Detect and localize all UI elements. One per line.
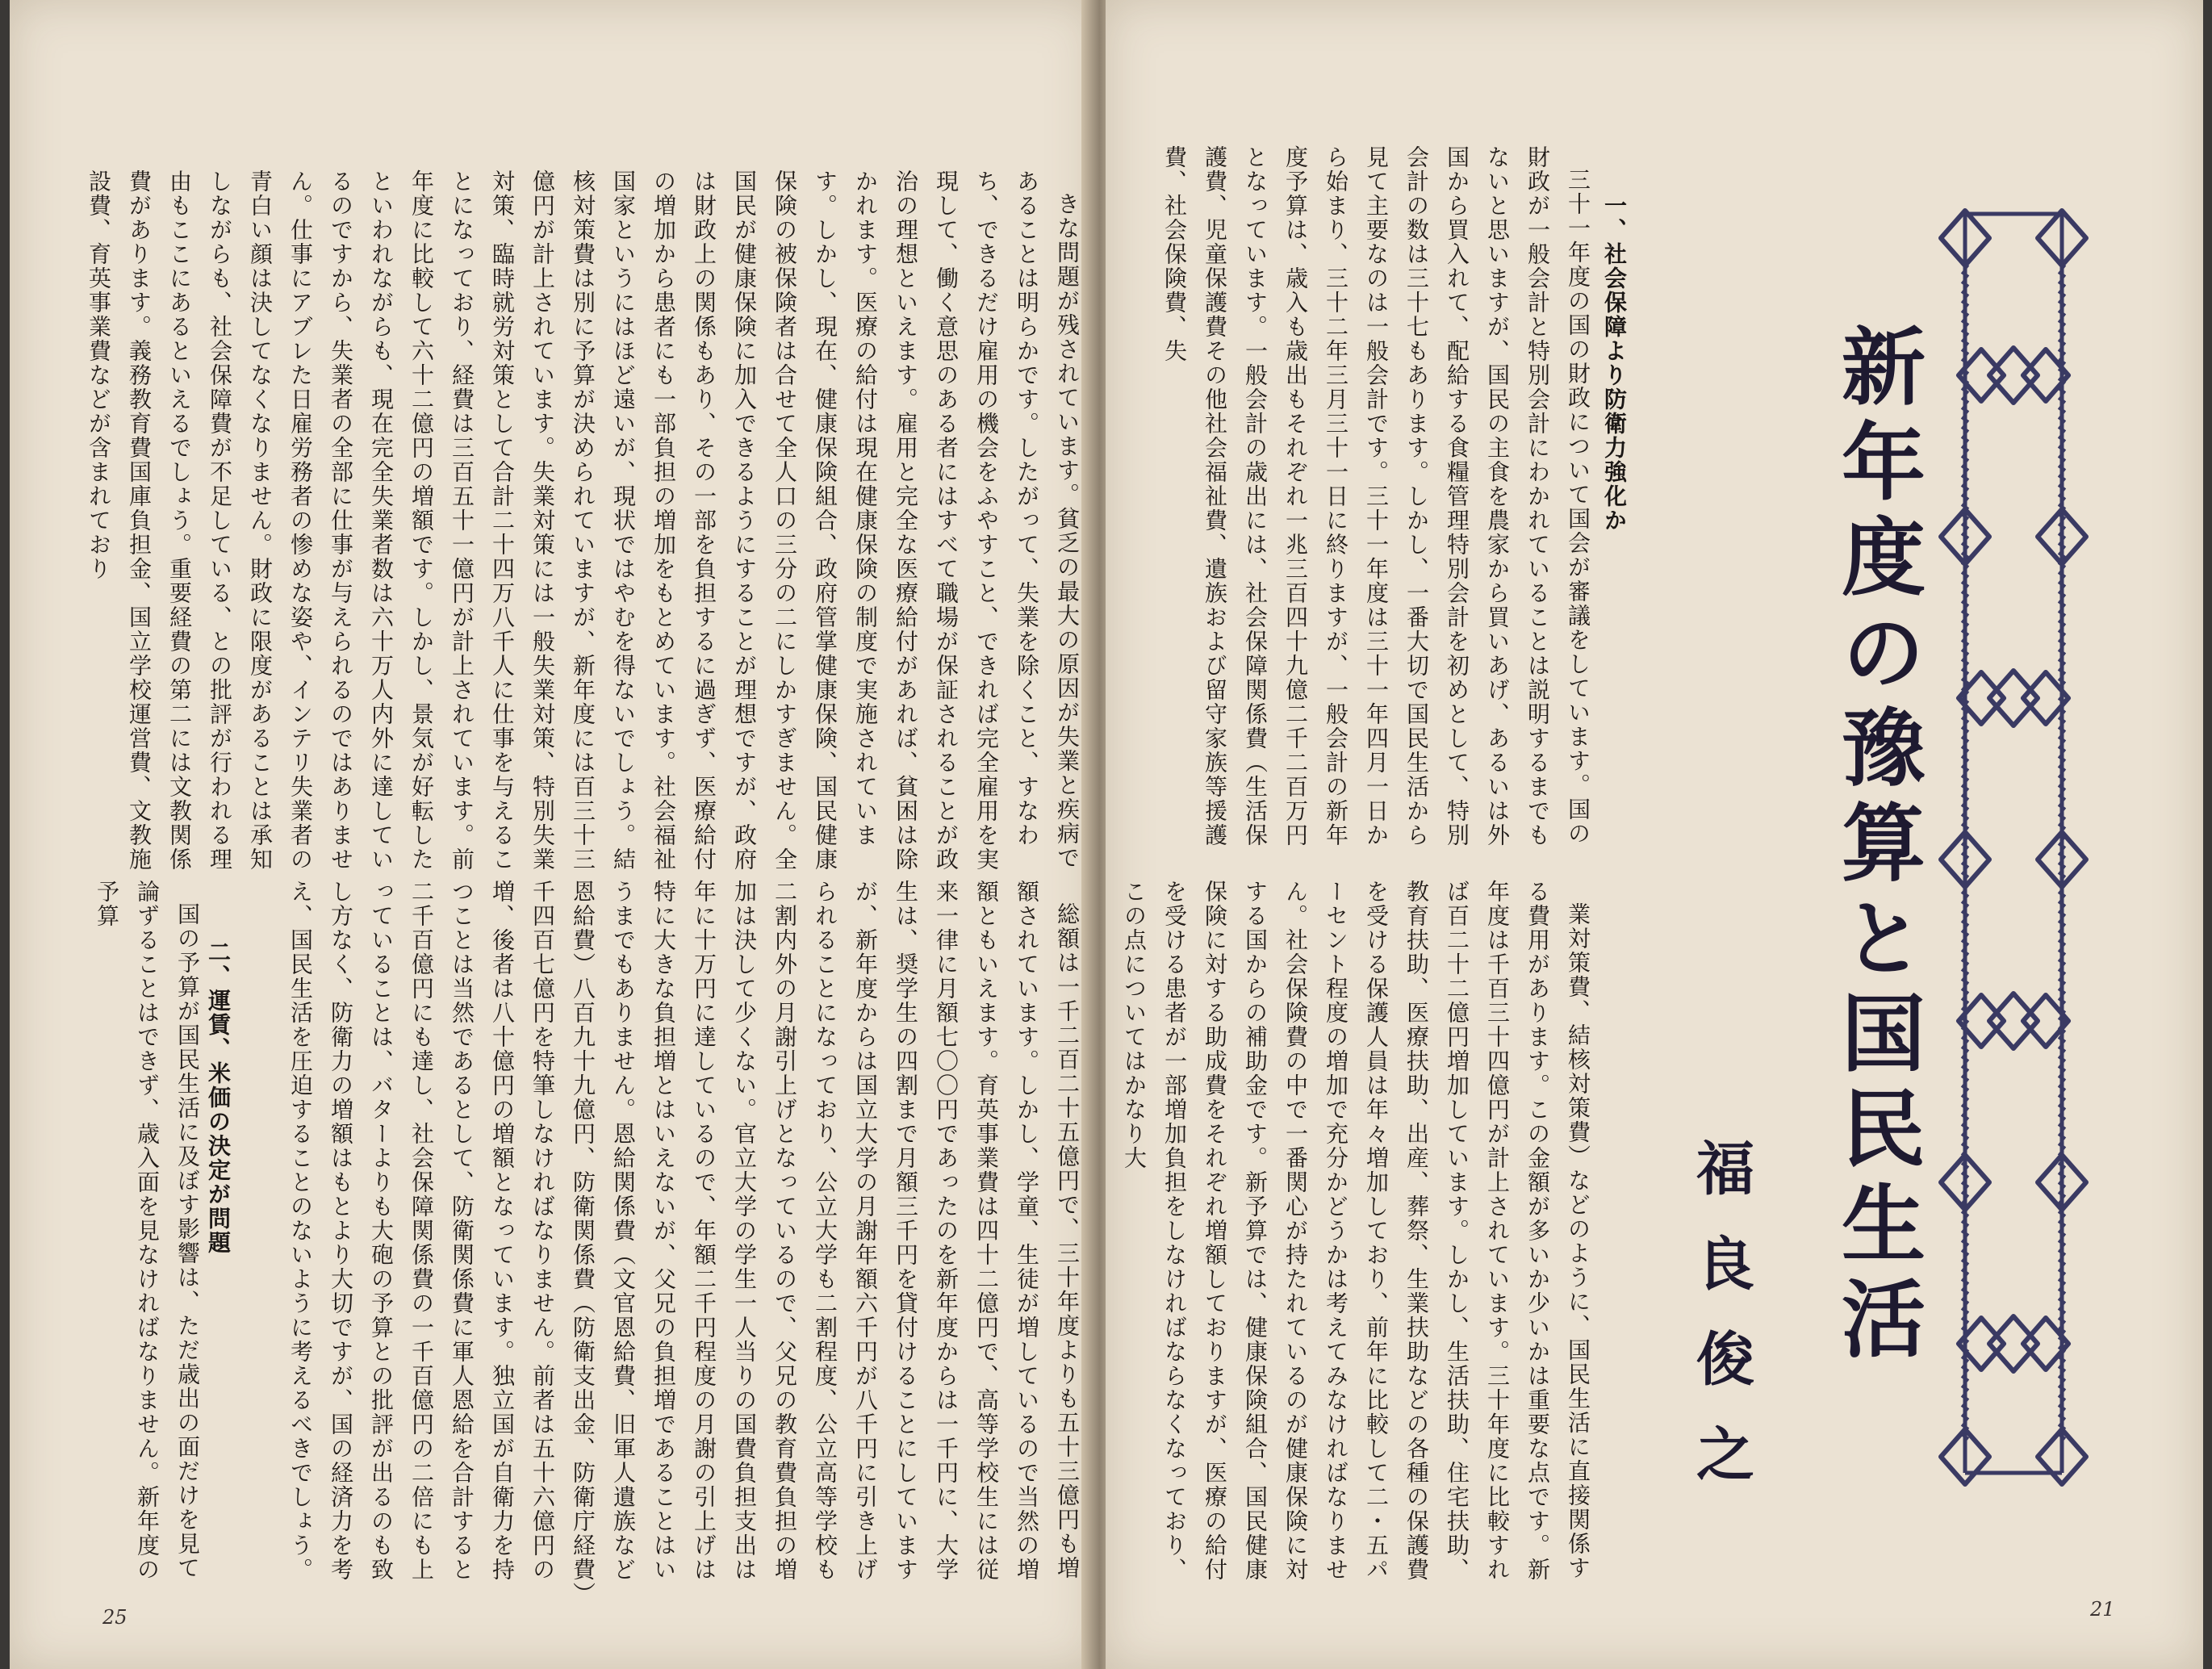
ornament-stroke bbox=[1962, 940, 1968, 945]
ornament-stroke bbox=[2059, 1124, 2065, 1129]
ornament-stroke bbox=[2059, 863, 2065, 868]
ornament-stroke bbox=[1962, 1066, 1968, 1071]
ornament-stroke bbox=[1962, 892, 1968, 897]
ornament-stroke bbox=[1962, 1211, 1968, 1216]
ornament-stroke bbox=[1962, 349, 1968, 354]
ornament-diamond bbox=[1989, 348, 2038, 403]
ornament-stroke bbox=[2059, 1240, 2065, 1245]
ornament-stroke bbox=[2059, 1260, 2065, 1265]
ornament-stroke bbox=[2059, 1231, 2065, 1236]
ornament-stroke bbox=[1962, 727, 1968, 732]
left-upper-text-column bbox=[86, 169, 1087, 872]
ornament-stroke bbox=[2059, 543, 2065, 548]
ornament-stroke bbox=[2059, 524, 2065, 529]
ornament-stroke bbox=[1962, 814, 1968, 819]
ornament-stroke bbox=[2059, 805, 2065, 809]
ornament-stroke bbox=[1962, 669, 1968, 674]
ornament-stroke bbox=[1962, 533, 1968, 538]
right-page-number: 21 bbox=[2090, 1598, 2115, 1621]
ornament-stroke bbox=[1962, 659, 1968, 664]
ornament-stroke bbox=[2059, 311, 2065, 316]
ornament-stroke bbox=[2059, 969, 2065, 974]
ornament-stroke bbox=[2059, 688, 2065, 693]
ornament-stroke bbox=[1962, 737, 1968, 742]
ornament-stroke bbox=[2059, 466, 2065, 471]
ornament-stroke bbox=[1962, 1405, 1968, 1410]
ornament-stroke bbox=[1962, 272, 1968, 277]
ornament-stroke bbox=[1962, 466, 1968, 471]
left-upper-paragraph: きな問題が残されています。貧乏の最大の原因が失業と疾病であることは明らかです。したがって、失業を除くこと、すなわち、できるだけ雇用の機会をふやすこと、できれば完全雇用を実現して、働く意思のある者にはすべて職場が保証されることが政治の理想といえます。雇用と完全な医療給付があれば、貧困は除かれます。医療の給付は現在健康保険の制度で実施されています。しかし、現在、健康保険組合、政府管掌健康保険、国民健康保険の被保険者は合せて全人口の三分の二にしかすぎません。全国民が健康保険に加入できるようにすることが理想ですが、政府は財政上の関係もあり、その一部を負担するに過ぎず、医療給付の増加から患者にも一部負担の増加をもとめています。社会福祉国家というにはほど遠いが、現状ではやむを得ないでしょう。結核対策費は別に予算が決められていますが、新年度には百三十三億円が計上されています。失業対策には一般失業対策、特別失業対策、臨時就労対策として合計二十四万八千人に仕事を与えることになっており、経費は三百五十一億円が計上されています。前年度に比較して六十二億円の増額です。しかし、景気が好転したといわれながらも、現在完全失業者数は六十万人内外に達しているのですから、失業者の全部に仕事が与えられるのではありません。仕事にアブレた日雇労務者の惨めな姿や、インテリ失業者の青白い顔は決してなくなりません。財政に限度があることは承知しながらも、社会保障費が不足している、との批評が行われる理由もここにあるといえるでしょう。重要経費の第二には文教関係費があります。義務教育費国庫負担金、国立学校運営費、文教施設費、育英事業費などが含まれており bbox=[86, 169, 1081, 872]
ornament-stroke bbox=[2059, 1211, 2065, 1216]
ornament-stroke bbox=[1962, 359, 1968, 364]
ornament-stroke bbox=[1962, 766, 1968, 771]
ornament-stroke bbox=[2059, 901, 2065, 906]
ornament-stroke bbox=[1962, 417, 1968, 422]
ornament-stroke bbox=[2059, 824, 2065, 829]
ornament-stroke bbox=[1962, 1415, 1968, 1420]
right-lower-text-column bbox=[1121, 880, 1598, 1598]
ornament-stroke bbox=[1962, 398, 1968, 403]
ornament-stroke bbox=[2059, 1182, 2065, 1187]
ornament-stroke bbox=[2059, 1076, 2065, 1081]
ornament-stroke bbox=[1962, 1163, 1968, 1168]
ornament-stroke bbox=[2059, 669, 2065, 674]
ornament-stroke bbox=[2059, 853, 2065, 858]
section1-heading: 一、社会保障より防衛力強化か bbox=[1601, 194, 1628, 533]
ornament-stroke bbox=[1962, 1115, 1968, 1119]
ornament-stroke bbox=[1962, 989, 1968, 993]
ornament-diamond bbox=[1989, 671, 2038, 726]
right-lower-paragraph: 業対策費、結核対策費）などのように、国民生活に直接関係する費用があります。この金額が多いか少いかは重要な点です。新年度は千百三十四億円が計上されています。三十年度に比較すれば百二十二億円増加しています。しかし、生活扶助、住宅扶助、教育扶助、医療扶助、出産、葬祭、生業扶助などの各種の保護費を受ける保護人員は年々増加しており、前年に比較して二・五パーセント程度の増加で充分かどうかは考えてみなければなりません。社会保険費の中で一番関心が持たれているのが健康保険に対する国からの補助金です。新予算では、健康保険組合、国民健康保険に対する助成費をそれぞれ増額しておりますが、医療の給付を受ける患者が一部増加負担をしなければならなくなっており、この点についてはかなり大 bbox=[1121, 880, 1591, 1582]
ornament-diamond bbox=[1989, 993, 2038, 1048]
ornament-stroke bbox=[2059, 349, 2065, 354]
ornament-stroke bbox=[2059, 301, 2065, 306]
ornament-stroke bbox=[2059, 989, 2065, 993]
ornament-stroke bbox=[2059, 1221, 2065, 1226]
ornament-stroke bbox=[2059, 747, 2065, 751]
ornament-stroke bbox=[1962, 931, 1968, 935]
ornament-stroke bbox=[2059, 1066, 2065, 1071]
ornament-stroke bbox=[1962, 1260, 1968, 1265]
ornament-stroke bbox=[2059, 1085, 2065, 1090]
ornament-stroke bbox=[2059, 291, 2065, 296]
ornament-stroke bbox=[2059, 388, 2065, 393]
ornament-stroke bbox=[2059, 1163, 2065, 1168]
ornament-stroke bbox=[2059, 1366, 2065, 1371]
ornament-stroke bbox=[1962, 805, 1968, 809]
ornament-stroke bbox=[1962, 1076, 1968, 1081]
decorative-border-ornament bbox=[1941, 198, 2086, 1489]
ornament-stroke bbox=[2059, 1299, 2065, 1303]
ornament-stroke bbox=[1962, 572, 1968, 577]
ornament-stroke bbox=[2059, 1192, 2065, 1197]
ornament-stroke bbox=[2059, 1289, 2065, 1294]
ornament-stroke bbox=[2059, 475, 2065, 480]
ornament-stroke bbox=[2059, 1056, 2065, 1061]
ornament-stroke bbox=[1962, 553, 1968, 558]
ornament-stroke bbox=[1962, 301, 1968, 306]
ornament-stroke bbox=[2059, 766, 2065, 771]
ornament-stroke bbox=[2059, 1318, 2065, 1323]
ornament-stroke bbox=[2059, 1405, 2065, 1410]
ornament-stroke bbox=[2059, 1376, 2065, 1381]
ornament-stroke bbox=[1962, 1231, 1968, 1236]
ornament-stroke bbox=[2059, 611, 2065, 616]
ornament-stroke bbox=[1962, 1250, 1968, 1255]
ornament-stroke bbox=[2059, 1095, 2065, 1100]
ornament-stroke bbox=[1962, 408, 1968, 412]
ornament-stroke bbox=[2059, 446, 2065, 451]
ornament-stroke bbox=[2059, 737, 2065, 742]
ornament-stroke bbox=[1962, 776, 1968, 780]
ornament-stroke bbox=[1962, 853, 1968, 858]
ornament-stroke bbox=[2059, 785, 2065, 790]
ornament-stroke bbox=[1962, 640, 1968, 645]
ornament-stroke bbox=[1962, 1289, 1968, 1294]
section2-heading: 二、運賃、米価の決定が問題 bbox=[205, 940, 232, 1255]
ornament-stroke bbox=[2059, 1250, 2065, 1255]
ornament-stroke bbox=[1962, 1037, 1968, 1042]
ornament-stroke bbox=[1962, 843, 1968, 848]
ornament-stroke bbox=[1962, 824, 1968, 829]
ornament-stroke bbox=[2059, 795, 2065, 800]
ornament-stroke bbox=[1962, 979, 1968, 984]
ornament-stroke bbox=[1962, 630, 1968, 635]
ornament-stroke bbox=[1962, 291, 1968, 296]
ornament-stroke bbox=[1962, 1182, 1968, 1187]
ornament-stroke bbox=[2059, 1357, 2065, 1362]
ornament-stroke bbox=[2059, 1415, 2065, 1420]
ornament-stroke bbox=[1962, 756, 1968, 761]
right-upper-paragraph: 三十一年度の国の財政について国会が審議をしています。国の財政が一般会計と特別会計にわかれていることは説明するまでもないと思いますが、国民の主食を農家から買いあげ、あるいは外国から買入れて、配給する食糧管理特別会計を初めとして、特別会計の数は三十七もあります。しかし、一番大切で国民生活から見て主要なのは一般会計です。三十一年度は三十一年四月一日から始まり、三十二年三月三十一日に終りますが、一般会計の新年度予算は、歳入も歳出もそれぞれ一兆三百四十九億二千二百万円となっています。一般会計の歳出には、社会保障関係費（生活保護費、児童保護費その他社会福祉費、遺族および留守家族等援護費、社会保険費、失 bbox=[1161, 145, 1591, 847]
ornament-stroke bbox=[2059, 814, 2065, 819]
ornament-stroke bbox=[2059, 756, 2065, 761]
ornament-stroke bbox=[1962, 1085, 1968, 1090]
ornament-stroke bbox=[1962, 330, 1968, 335]
ornament-stroke bbox=[2059, 1386, 2065, 1391]
ornament-stroke bbox=[2059, 408, 2065, 412]
ornament-stroke bbox=[1962, 282, 1968, 287]
ornament-stroke bbox=[1962, 1105, 1968, 1110]
ornament-stroke bbox=[1962, 475, 1968, 480]
ornament-stroke bbox=[1962, 1144, 1968, 1148]
ornament-stroke bbox=[1962, 795, 1968, 800]
ornament-stroke bbox=[2059, 872, 2065, 877]
ornament-stroke bbox=[1962, 1240, 1968, 1245]
ornament-stroke bbox=[1962, 1221, 1968, 1226]
ornament-stroke bbox=[1962, 592, 1968, 596]
ornament-stroke bbox=[2059, 1279, 2065, 1284]
ornament-stroke bbox=[2059, 630, 2065, 635]
ornament-stroke bbox=[1962, 1124, 1968, 1129]
ornament-stroke bbox=[2059, 437, 2065, 441]
ornament-stroke bbox=[1962, 320, 1968, 325]
ornament-stroke bbox=[1962, 921, 1968, 926]
ornament-stroke bbox=[2059, 1037, 2065, 1042]
ornament-stroke bbox=[1962, 1328, 1968, 1332]
ornament-stroke bbox=[1962, 446, 1968, 451]
ornament-stroke bbox=[2059, 717, 2065, 722]
ornament-stroke bbox=[2059, 776, 2065, 780]
ornament-stroke bbox=[2059, 1144, 2065, 1148]
ornament-stroke bbox=[1962, 543, 1968, 548]
ornament-stroke bbox=[2059, 960, 2065, 964]
ornament-stroke bbox=[2059, 601, 2065, 606]
ornament-stroke bbox=[1962, 1192, 1968, 1197]
ornament-stroke bbox=[2059, 272, 2065, 277]
ornament-stroke bbox=[2059, 1115, 2065, 1119]
ornament-stroke bbox=[2059, 892, 2065, 897]
ornament-stroke bbox=[1962, 456, 1968, 461]
ornament-stroke bbox=[2059, 456, 2065, 461]
ornament-stroke bbox=[1962, 1366, 1968, 1371]
ornament-stroke bbox=[2059, 398, 2065, 403]
left-lower-paragraph-a: 総額は一千二百二十五億円で、三十年度よりも五十三億円も増額されています。しかし、学童、生徒が増しているので当然の増額ともいえます。育英事業費は四十二億円で、高等学校生には従来一律に月額七〇〇円であったのを新年度からは一千円に、大学生は、奨学生の四割まで月額三千円を貸付けることにしていますが、新年度からは国立大学の月謝年額六千円が八千円に引き上げられることになっており、公立大学も二割程度、公立高等学校も二割内外の月謝引上げとなっているので、父兄の教育費負担の増加は決して少くない。官立大学の学生一人当りの国費負担支出は年に十万円に達しているので、年額二千円程度の月謝の引上げは特に大きな負担増とはいえないが、父兄の負担増であることはいうまでもありません。恩給関係費（文官恩給費、旧軍人遺族など恩給費）八百九十九億円、防衛関係費（防衛支出金、防衛庁経費）千四百七億円を特筆しなければなりません。前者は五十六億円の増、後者は八十億円の増額となっています。独立国が自衛力を持つことは当然であるとして、防衛関係費に軍人恩給を合計すると二千百億円にも達し、社会保障関係費の一千百億円の二倍にも上っていることは、バターよりも大砲の予算との批評が出るのも致し方なく、防衛力の増額はもとより大切ですが、国の経済力を考え、国民生活を圧迫することのないように考えるべきでしょう。 bbox=[287, 880, 1081, 1595]
ornament-stroke bbox=[1962, 495, 1968, 500]
ornament-stroke bbox=[1962, 863, 1968, 868]
ornament-stroke bbox=[2059, 1105, 2065, 1110]
ornament-stroke bbox=[2059, 940, 2065, 945]
ornament-stroke bbox=[1962, 621, 1968, 625]
ornament-stroke bbox=[2059, 340, 2065, 345]
ornament-stroke bbox=[1962, 679, 1968, 684]
ornament-stroke bbox=[2059, 1395, 2065, 1400]
ornament-stroke bbox=[1962, 311, 1968, 316]
right-upper-text-column bbox=[1161, 145, 1598, 847]
ornament-stroke bbox=[1962, 1357, 1968, 1362]
ornament-stroke bbox=[2059, 911, 2065, 916]
ornament-stroke bbox=[1962, 485, 1968, 490]
ornament-stroke bbox=[1962, 427, 1968, 432]
ornament-stroke bbox=[1962, 1376, 1968, 1381]
ornament-stroke bbox=[1962, 1308, 1968, 1313]
ornament-stroke bbox=[2059, 708, 2065, 713]
ornament-stroke bbox=[1962, 1386, 1968, 1391]
ornament-stroke bbox=[2059, 1308, 2065, 1313]
ornament-stroke bbox=[1962, 1134, 1968, 1139]
ornament-stroke bbox=[1962, 911, 1968, 916]
ornament-stroke bbox=[2059, 843, 2065, 848]
ornament-stroke bbox=[2059, 727, 2065, 732]
ornament-stroke bbox=[2059, 553, 2065, 558]
left-lower-text-column-b bbox=[86, 880, 207, 1598]
ornament-stroke bbox=[2059, 979, 2065, 984]
ornament-stroke bbox=[2059, 427, 2065, 432]
ornament-stroke bbox=[1962, 340, 1968, 345]
ornament-stroke bbox=[2059, 1173, 2065, 1178]
ornament-stroke bbox=[2059, 320, 2065, 325]
ornament-stroke bbox=[2059, 640, 2065, 645]
ornament-stroke bbox=[1962, 388, 1968, 393]
left-lower-paragraph-b: 国の予算が国民生活に及ぼす影響は、ただ歳出の面だけを見て論ずることはできず、歳入面を見なければなりません。新年度の予算 bbox=[94, 880, 201, 1582]
ornament-stroke bbox=[1962, 960, 1968, 964]
left-lower-text-column-a bbox=[287, 880, 1087, 1598]
ornament-stroke bbox=[2059, 485, 2065, 490]
ornament-stroke bbox=[1962, 1056, 1968, 1061]
ornament-stroke bbox=[1962, 950, 1968, 955]
ornament-stroke bbox=[2059, 582, 2065, 587]
ornament-stroke bbox=[1962, 611, 1968, 616]
ornament-stroke bbox=[1962, 524, 1968, 529]
ornament-stroke bbox=[1962, 601, 1968, 606]
ornament-stroke bbox=[1962, 1047, 1968, 1052]
ornament-stroke bbox=[1962, 1095, 1968, 1100]
ornament-stroke bbox=[1962, 1318, 1968, 1323]
left-page-number: 25 bbox=[102, 1606, 128, 1629]
ornament-stroke bbox=[1962, 1299, 1968, 1303]
article-title: 新年度の豫算と国民生活 bbox=[1827, 323, 1926, 1370]
ornament-stroke bbox=[2059, 282, 2065, 287]
ornament-stroke bbox=[2059, 495, 2065, 500]
ornament-stroke bbox=[2059, 659, 2065, 664]
ornament-stroke bbox=[2059, 417, 2065, 422]
ornament-diamond bbox=[1989, 1316, 2038, 1371]
ornament-stroke bbox=[1962, 1270, 1968, 1274]
ornament-stroke bbox=[2059, 921, 2065, 926]
left-page bbox=[10, 0, 1095, 1669]
ornament-stroke bbox=[2059, 572, 2065, 577]
ornament-stroke bbox=[1962, 747, 1968, 751]
ornament-stroke bbox=[1962, 998, 1968, 1003]
ornament-stroke bbox=[2059, 679, 2065, 684]
article-author: 福良俊之 bbox=[1687, 1138, 1755, 1519]
ornament-stroke bbox=[1962, 717, 1968, 722]
ornament-stroke bbox=[2059, 650, 2065, 655]
ornament-stroke bbox=[1962, 582, 1968, 587]
ornament-stroke bbox=[1962, 1173, 1968, 1178]
ornament-stroke bbox=[2059, 1047, 2065, 1052]
ornament-stroke bbox=[1962, 901, 1968, 906]
ornament-stroke bbox=[2059, 698, 2065, 703]
ornament-stroke bbox=[1962, 1018, 1968, 1023]
ornament-stroke bbox=[2059, 1134, 2065, 1139]
ornament-stroke bbox=[2059, 1270, 2065, 1274]
ornament-stroke bbox=[2059, 330, 2065, 335]
ornament-stroke bbox=[1962, 969, 1968, 974]
ornament-stroke bbox=[2059, 592, 2065, 596]
ornament-stroke bbox=[2059, 998, 2065, 1003]
ornament-stroke bbox=[2059, 533, 2065, 538]
ornament-stroke bbox=[2059, 950, 2065, 955]
ornament-stroke bbox=[1962, 650, 1968, 655]
ornament-stroke bbox=[1962, 1279, 1968, 1284]
ornament-stroke bbox=[1962, 785, 1968, 790]
ornament-stroke bbox=[1962, 437, 1968, 441]
ornament-stroke bbox=[1962, 872, 1968, 877]
ornament-stroke bbox=[1962, 1395, 1968, 1400]
ornament-stroke bbox=[2059, 931, 2065, 935]
ornament-stroke bbox=[2059, 621, 2065, 625]
